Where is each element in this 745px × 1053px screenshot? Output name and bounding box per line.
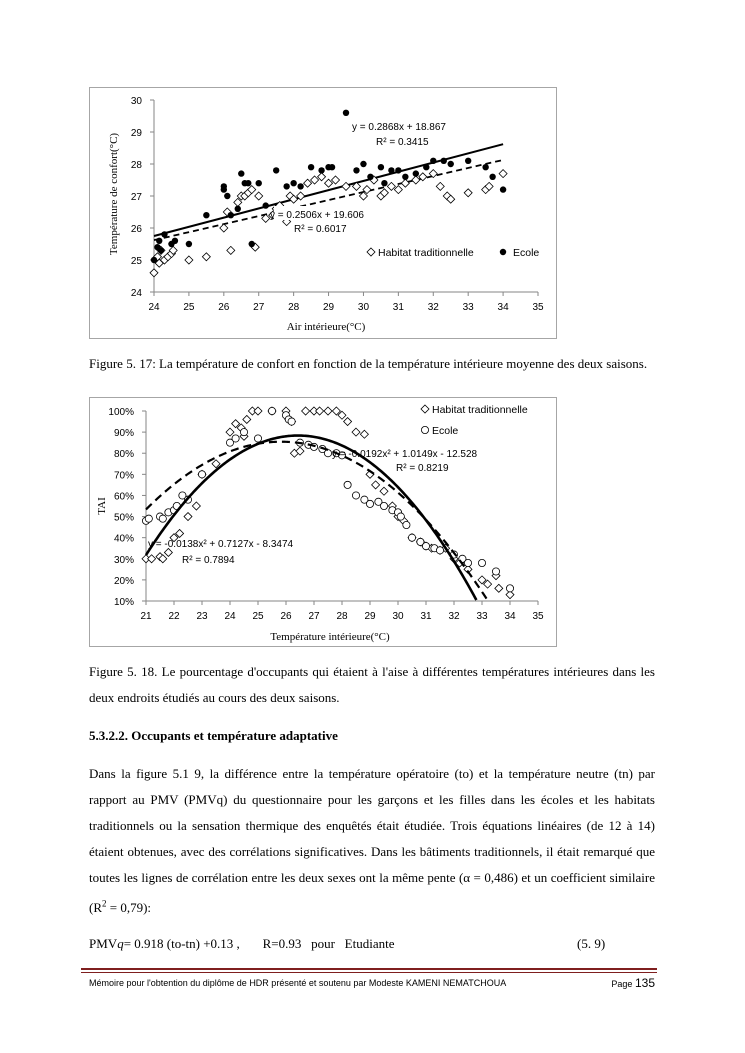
habitat-point [192, 502, 200, 510]
ecole-point [172, 238, 178, 244]
ecole-point [353, 167, 359, 173]
ecole-point [198, 471, 205, 478]
legend-ecole-label: Ecole [513, 247, 540, 259]
ecole-point [478, 559, 485, 566]
x-tick-label: 24 [148, 302, 160, 313]
habitat-point [243, 415, 251, 423]
y-axis-title: Température de confort(°C) [108, 132, 120, 256]
ecole-point [240, 429, 247, 436]
x-tick-label: 27 [308, 611, 320, 622]
footer-text: Mémoire pour l'obtention du diplôme de HDR présenté et soutenu par Modeste KAMENI NEMATCHOUA [89, 978, 507, 988]
equation-pour: pour [311, 936, 335, 951]
superscript-2: 2 [102, 899, 107, 909]
legend-circle-marker [421, 426, 428, 433]
ecole-point [448, 161, 454, 167]
ecole-point [360, 161, 366, 167]
ecole-point [378, 164, 384, 170]
habitat-point [150, 269, 158, 277]
ecole-point [464, 559, 471, 566]
ecole-point [256, 180, 262, 186]
habitat-point [227, 246, 235, 254]
x-tick-label: 21 [140, 611, 152, 622]
equation-rhs: = 0.918 (to-tn) +0.13 , [123, 936, 240, 951]
x-tick-label: 30 [392, 611, 404, 622]
page-number: 135 [634, 976, 655, 990]
legend-ecole-label: Ecole [432, 425, 459, 437]
y-tick-label: 24 [130, 288, 142, 299]
ecole-point [228, 212, 234, 218]
trendline-ecole [146, 436, 476, 600]
x-axis-title: Air intérieure(°C) [286, 321, 366, 333]
habitat-point [499, 170, 507, 178]
ecole-point [254, 435, 261, 442]
y-tick-label: 60% [113, 491, 134, 503]
habitat-point [380, 487, 388, 495]
ecole-point [397, 513, 404, 520]
y-tick-label: 25 [130, 256, 142, 267]
tai-chart [89, 397, 557, 647]
body-paragraph-text: Dans la figure 5.1 9, la différence entre la température opératoire (to) et la température neutre (tn) par rapport au PMV (PMVq) du questionnaire pour les garçons et les filles dans les écoles et les habitats traditionnels ou la sensation thermique des enquêtés était étudiée. Trois équations linéaires (de 12 à 14) étaient obtenues, avec des corrélations significatives. Dans les bâtiments traditionnels, il était remarqué que toutes les lignes de corrélation entre les deux sexes ont la même pente (α = 0,486) et un coefficient similaire $(R^2 = 0,79)$: [89, 766, 655, 916]
ecole-point [492, 568, 499, 575]
ecole-point [343, 110, 349, 116]
legend-habitat-label: Habitat traditionnelle [378, 247, 474, 259]
ecole-point [235, 206, 241, 212]
y-axis-title: TAI [96, 497, 108, 515]
ecole-equation: y = -0.0192x² + 1.0149x - 12.528 [332, 449, 478, 460]
x-tick-label: 32 [427, 302, 439, 313]
ecole-point [224, 193, 230, 199]
ecole-point [344, 481, 351, 488]
tai-plot [90, 398, 556, 646]
x-tick-label: 35 [532, 302, 544, 313]
habitat-point [436, 182, 444, 190]
x-tick-label: 34 [497, 302, 509, 313]
equation-line [89, 936, 395, 952]
y-tick-label: 27 [130, 192, 142, 203]
ecole-equation: y = 0.2868x + 18.867 [352, 122, 446, 133]
x-tick-label: 24 [224, 611, 236, 622]
y-tick-label: 29 [130, 128, 142, 139]
habitat-point [255, 192, 263, 200]
x-tick-label: 31 [392, 302, 404, 313]
ecole-point [145, 515, 152, 522]
habitat-point [325, 179, 333, 187]
ecole-point [500, 186, 506, 192]
trendline-ecole [154, 144, 503, 236]
ecole-point [318, 167, 324, 173]
x-tick-label: 26 [218, 302, 230, 313]
y-tick-label: 20% [113, 575, 134, 587]
equation-number: (5. 9) [577, 936, 606, 951]
habitat-point [324, 407, 332, 415]
x-tick-label: 30 [357, 302, 370, 313]
ecole-point [221, 183, 227, 189]
x-tick-label: 31 [420, 611, 432, 622]
equation-r: R=0.93 [262, 936, 302, 951]
ecole-point [366, 500, 373, 507]
ecole-point [482, 164, 488, 170]
ecole-point [263, 202, 269, 208]
ecole-point [268, 407, 275, 414]
legend-diamond-marker [421, 405, 429, 413]
ecole-point [273, 167, 279, 173]
section-heading: 5.3.2.2. Occupants et température adaptative [89, 728, 338, 743]
habitat-point [342, 182, 350, 190]
ecole-point [441, 158, 447, 164]
footer-rule [81, 968, 657, 970]
ecole-point [297, 183, 303, 189]
ecole-point [283, 183, 289, 189]
habitat-point [464, 189, 472, 197]
ecole-point [381, 180, 387, 186]
body-paragraph [89, 761, 655, 921]
x-axis-title: Température intérieure(°C) [270, 631, 390, 643]
ecole-point [288, 418, 295, 425]
ecole-point [489, 174, 495, 180]
habitat-point [304, 179, 312, 187]
x-tick-label: 25 [252, 611, 264, 622]
habitat-point [220, 224, 228, 232]
ecole-point [203, 212, 209, 218]
ecole-point [388, 167, 394, 173]
ecole-point [245, 180, 251, 186]
x-tick-label: 22 [168, 611, 180, 622]
ecole-point [403, 521, 410, 528]
legend-habitat-label: Habitat traditionnelle [432, 404, 528, 416]
habitat-point [148, 555, 156, 563]
habitat-point [394, 186, 402, 194]
x-tick-label: 29 [322, 302, 335, 313]
ecole-point [465, 158, 471, 164]
ecole-point [151, 257, 157, 263]
habitat-equation: y = -0.0138x² + 0.7127x - 8.3474 [148, 539, 294, 550]
ecole-point [161, 231, 167, 237]
y-tick-label: 28 [130, 160, 142, 171]
habitat-point [352, 428, 360, 436]
ecole-point [232, 435, 239, 442]
x-tick-label: 25 [183, 302, 195, 313]
y-tick-label: 30 [130, 96, 142, 107]
x-tick-label: 34 [504, 611, 516, 622]
comfort-temperature-chart [89, 87, 557, 339]
ecole-point [186, 241, 192, 247]
y-tick-label: 70% [113, 470, 134, 482]
ecole-point [423, 164, 429, 170]
y-tick-label: 26 [130, 224, 142, 235]
ecole-point [408, 534, 415, 541]
x-tick-label: 35 [532, 611, 544, 622]
habitat-point [387, 182, 395, 190]
equation-lhs-italic: q [117, 936, 124, 951]
ecole-point [395, 167, 401, 173]
y-tick-label: 80% [113, 449, 134, 461]
habitat-point [332, 176, 340, 184]
habitat-r2: R² = 0.6017 [294, 224, 347, 235]
habitat-point [344, 418, 352, 426]
x-tick-label: 33 [476, 611, 488, 622]
page-footer [89, 978, 655, 988]
ecole-r2: R² = 0.3415 [376, 137, 429, 148]
ecole-point [156, 238, 162, 244]
ecole-point [422, 543, 429, 550]
ecole-point [159, 515, 166, 522]
y-tick-label: 30% [113, 554, 134, 566]
ecole-point [158, 247, 164, 253]
x-tick-label: 28 [336, 611, 348, 622]
footer-rule-thin [81, 972, 657, 973]
x-tick-label: 33 [462, 302, 474, 313]
x-tick-label: 29 [364, 611, 376, 622]
equation-who: Etudiante [344, 936, 395, 951]
y-tick-label: 90% [113, 428, 134, 440]
habitat-point [495, 584, 503, 592]
figure-17-caption: Figure 5. 17: La température de confort en fonction de la température intérieure moyenne des deux saisons. [89, 356, 648, 371]
legend-diamond-marker [367, 248, 375, 256]
x-tick-label: 32 [448, 611, 460, 622]
x-tick-label: 26 [280, 611, 292, 622]
page-number-block [611, 976, 655, 990]
habitat-point [185, 256, 193, 264]
y-tick-label: 40% [113, 533, 134, 545]
habitat-point [316, 407, 324, 415]
ecole-point [436, 547, 443, 554]
ecole-point [413, 170, 419, 176]
y-tick-label: 10% [113, 597, 134, 608]
ecole-point [430, 158, 436, 164]
habitat-point [372, 481, 380, 489]
page-label: Page [611, 979, 633, 989]
ecole-point [324, 450, 331, 457]
y-tick-label: 100% [108, 407, 134, 418]
ecole-point [308, 164, 314, 170]
ecole-point [329, 164, 335, 170]
habitat-point [318, 173, 326, 181]
habitat-point [202, 253, 210, 261]
habitat-point [412, 176, 420, 184]
ecole-r2: R² = 0.8219 [396, 463, 449, 474]
habitat-point [184, 513, 192, 521]
ecole-point [380, 502, 387, 509]
habitat-point [401, 179, 409, 187]
ecole-point [402, 174, 408, 180]
habitat-point [311, 176, 319, 184]
x-tick-label: 23 [196, 611, 208, 622]
figure-18-caption: Figure 5. 18. Le pourcentage d'occupants qui étaient à l'aise à différentes températures intérieures dans les deux endroits étudiés au cours des deux saisons. [89, 664, 655, 705]
ecole-point [238, 170, 244, 176]
y-tick-label: 50% [113, 512, 134, 524]
habitat-r2: R² = 0.7894 [182, 555, 235, 566]
legend-filled-circle-marker [500, 249, 506, 255]
habitat-equation: y = 0.2506x + 19.606 [270, 210, 364, 221]
ecole-point [290, 180, 296, 186]
ecole-point [367, 174, 373, 180]
ecole-point [249, 241, 255, 247]
x-tick-label: 27 [253, 302, 265, 313]
habitat-point [254, 407, 262, 415]
habitat-point [360, 430, 368, 438]
x-tick-label: 28 [288, 302, 300, 313]
habitat-point [226, 428, 234, 436]
comfort-temperature-plot [90, 88, 556, 338]
ecole-point [352, 492, 359, 499]
ecole-point [506, 585, 513, 592]
equation-lhs-prefix: PMV [89, 936, 118, 951]
habitat-point [302, 407, 310, 415]
